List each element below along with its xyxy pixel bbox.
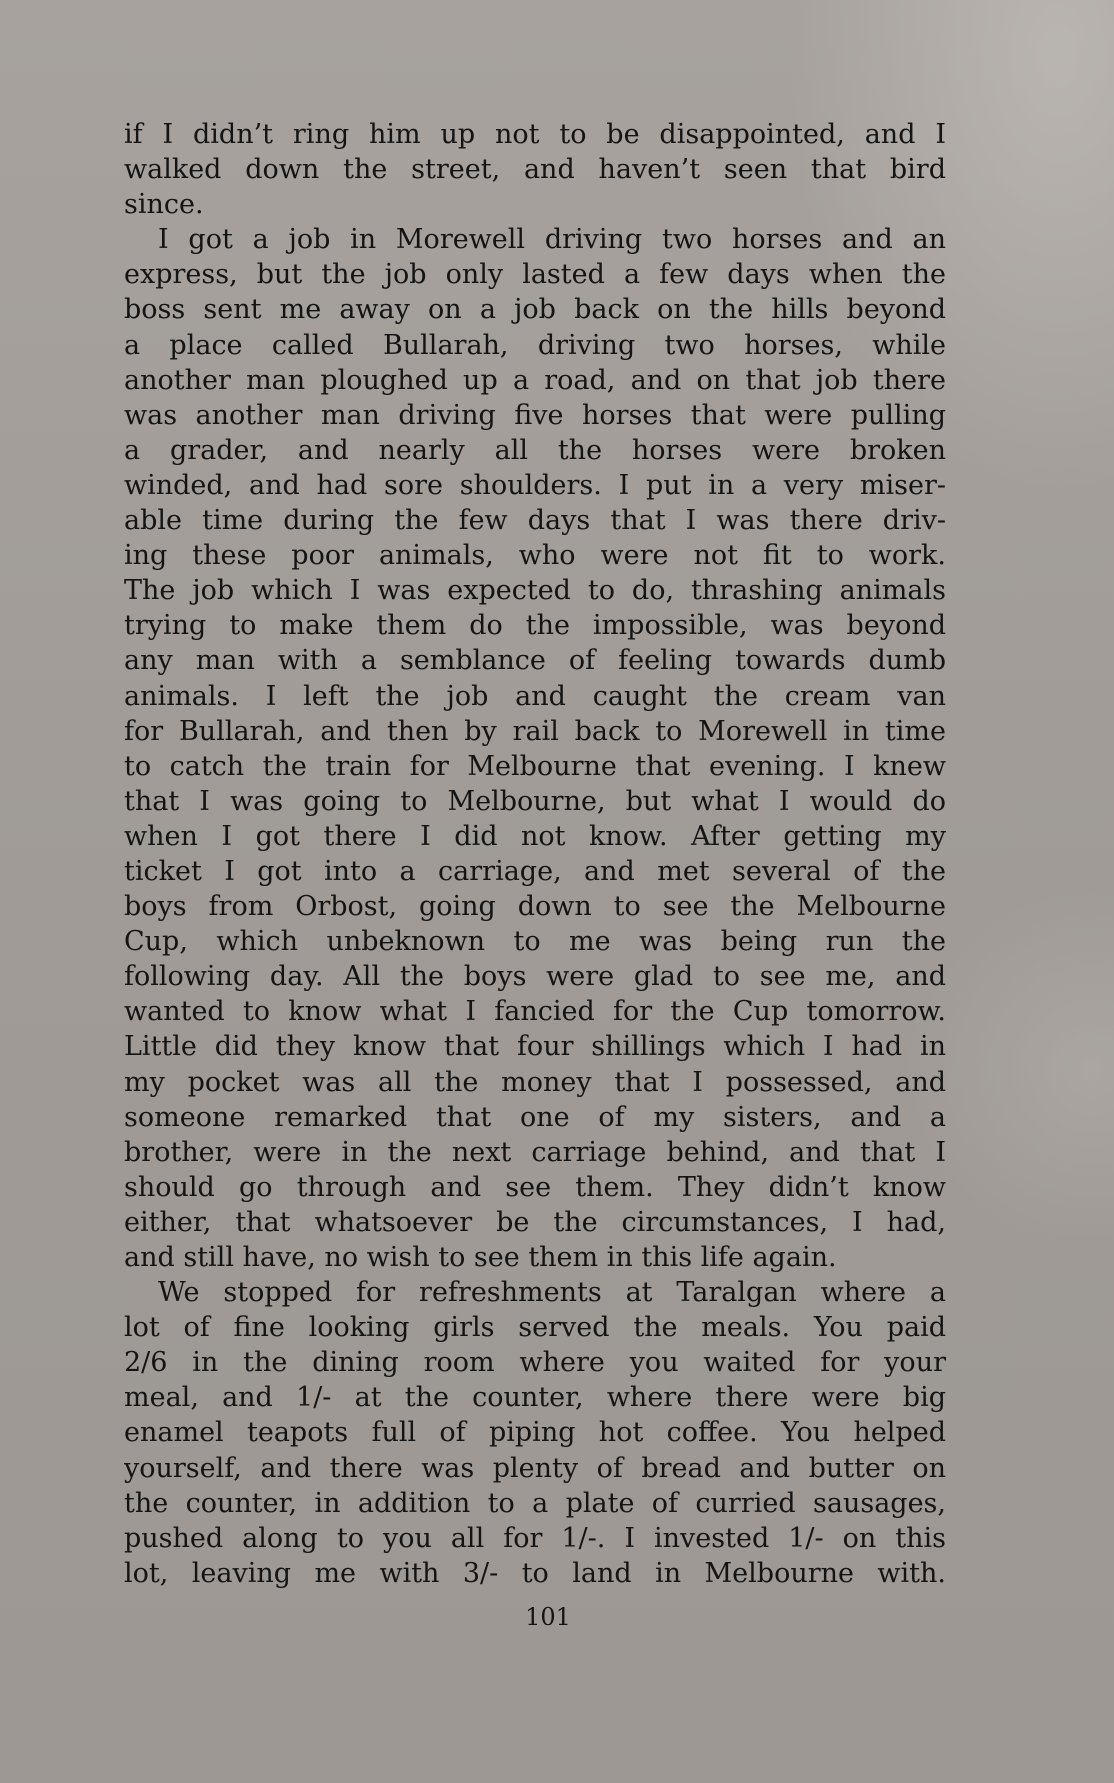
text-line: for Bullarah, and then by rail back to Morewell in time bbox=[124, 715, 946, 747]
text-line: express, but the job only lasted a few days when the bbox=[124, 259, 946, 291]
text-line: yourself, and there was plenty of bread and butter on bbox=[124, 1452, 946, 1484]
text-line: Little did they know that four shillings which I had in bbox=[124, 1031, 946, 1063]
text-line: winded, and had sore shoulders. I put in a very miser- bbox=[124, 469, 946, 501]
text-line: someone remarked that one of my sisters, and a bbox=[124, 1101, 946, 1133]
text-line: that I was going to Melbourne, but what I would do bbox=[124, 785, 946, 817]
text-line: lot of fine looking girls served the meals. You paid bbox=[124, 1312, 946, 1344]
paragraph bbox=[124, 1275, 946, 1591]
text-line: I got a job in Morewell driving two horses and an bbox=[158, 224, 946, 256]
text-line: since. bbox=[124, 189, 204, 221]
text-line: when I got there I did not know. After getting my bbox=[124, 820, 946, 852]
text-line: a place called Bullarah, driving two horses, while bbox=[124, 329, 946, 361]
body-text bbox=[124, 117, 946, 1591]
text-line: any man with a semblance of feeling towards dumb bbox=[124, 645, 946, 677]
text-line: boys from Orbost, going down to see the Melbourne bbox=[124, 891, 946, 923]
paragraph bbox=[124, 117, 946, 222]
text-line: was another man driving five horses that were pulling bbox=[124, 399, 946, 431]
text-line: enamel teapots full of piping hot coffee. You helped bbox=[124, 1417, 946, 1449]
text-line: boss sent me away on a job back on the hills beyond bbox=[124, 294, 946, 326]
text-line: pushed along to you all for 1/-. I invested 1/- on this bbox=[124, 1522, 946, 1554]
text-line: 2/6 in the dining room where you waited for your bbox=[124, 1347, 946, 1379]
text-line: should go through and see them. They didn’t know bbox=[124, 1171, 946, 1203]
text-line: another man ploughed up a road, and on that job there bbox=[124, 364, 946, 396]
text-line: a grader, and nearly all the horses were broken bbox=[124, 434, 946, 466]
text-line: following day. All the boys were glad to see me, and bbox=[124, 961, 946, 993]
text-line: to catch the train for Melbourne that evening. I knew bbox=[124, 750, 946, 782]
paragraph bbox=[124, 222, 946, 1275]
text-line: ing these poor animals, who were not fit to work. bbox=[124, 540, 946, 572]
text-line: meal, and 1/- at the counter, where there were big bbox=[124, 1382, 946, 1414]
text-line: either, that whatsoever be the circumstances, I had, bbox=[124, 1206, 946, 1238]
text-line: able time during the few days that I was there driv- bbox=[124, 505, 946, 537]
text-line: wanted to know what I fancied for the Cup tomorrow. bbox=[124, 996, 946, 1028]
text-line: ticket I got into a carriage, and met several of the bbox=[124, 855, 946, 887]
text-line: my pocket was all the money that I possessed, and bbox=[124, 1066, 946, 1098]
text-line: The job which I was expected to do, thrashing animals bbox=[124, 575, 946, 607]
text-line: and still have, no wish to see them in this life again. bbox=[124, 1242, 837, 1273]
text-line: lot, leaving me with 3/- to land in Melbourne with. bbox=[124, 1557, 946, 1589]
text-line: if I didn’t ring him up not to be disappointed, and I bbox=[124, 119, 946, 150]
text-line: walked down the street, and haven’t seen that bird bbox=[124, 154, 946, 186]
text-line: Cup, which unbeknown to me was being run the bbox=[124, 926, 946, 958]
text-line: We stopped for refreshments at Taralgan where a bbox=[158, 1277, 946, 1309]
text-line: trying to make them do the impossible, was beyond bbox=[124, 610, 946, 642]
text-line: the counter, in addition to a plate of curried sausages, bbox=[124, 1487, 946, 1519]
text-line: animals. I left the job and caught the cream van bbox=[124, 680, 946, 712]
text-line: brother, were in the next carriage behind, and that I bbox=[124, 1136, 946, 1168]
page-number: 101 bbox=[525, 1603, 571, 1631]
